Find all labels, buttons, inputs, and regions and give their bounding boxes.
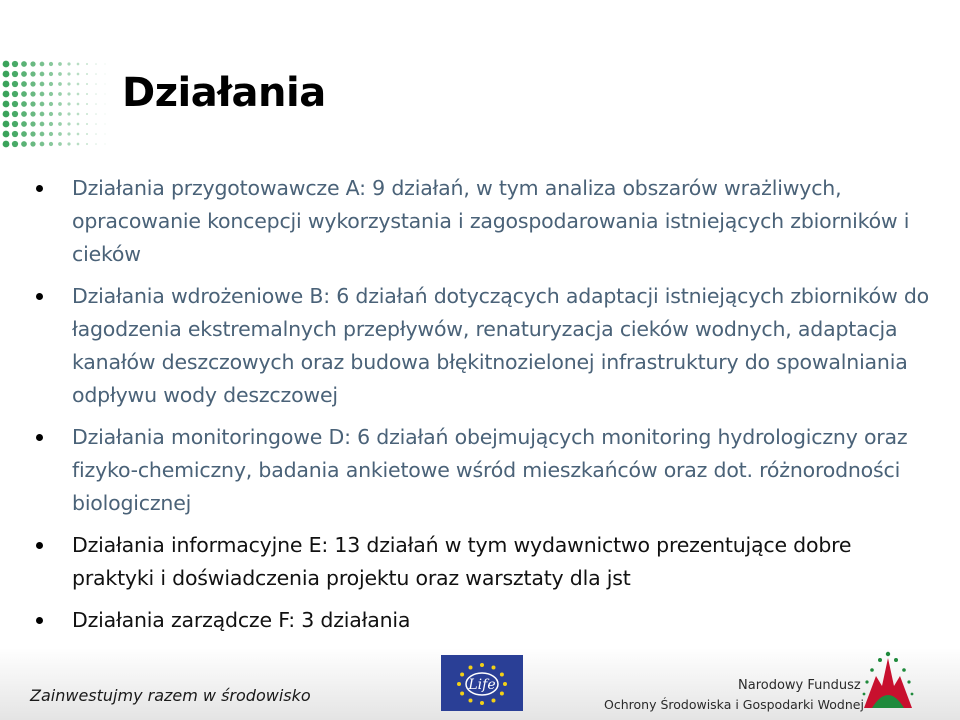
pattern-dot [30,61,35,66]
pattern-dot [40,62,45,67]
bullet-dot [36,434,43,441]
pattern-dot [49,122,53,126]
pattern-dot [58,82,62,86]
pattern-dot [21,61,27,67]
bullet-dot [36,293,43,300]
pattern-dot [3,61,10,68]
pattern-dot [104,83,105,84]
pattern-dot [104,103,105,104]
pattern-dot [58,132,62,136]
pattern-dot [95,143,97,145]
eu-star-icon [492,666,496,670]
pattern-dot [58,142,62,146]
pattern-dot [3,141,10,148]
pattern-dot [49,142,53,146]
pattern-dot [95,73,97,75]
bullet-list [36,172,936,646]
pattern-dot [58,102,62,106]
pattern-dot [77,143,80,146]
pattern-dot [77,133,80,136]
pattern-dot [49,92,53,96]
pattern-dot [21,121,27,127]
pattern-dot [12,101,18,107]
slide-title: Działania [122,70,326,116]
pattern-dot [67,62,70,65]
nfosigw-logo-icon [858,646,918,716]
bullet-dot [36,542,43,549]
pattern-dot [86,63,88,65]
bullet-text: Działania monitoringowe D: 6 działań obejmujących monitoring hydrologiczny oraz fizyko-chemiczny, badania ankietowe wśród mieszkańców oraz dot. różnorodności biologicznej [72,425,908,515]
pattern-dot [104,63,105,64]
pattern-dot [86,83,88,85]
pattern-dot [86,103,88,105]
pattern-dot [40,82,45,87]
pattern-dot [40,102,45,107]
pattern-dot [95,103,97,105]
bullet-dot [36,617,43,624]
pattern-dot [49,62,53,66]
pattern-dot [40,92,45,97]
pattern-dot [104,93,105,94]
eu-star-icon [460,692,464,696]
pattern-dot [21,71,27,77]
bullet-item-f [36,604,936,637]
pattern-dot [40,142,45,147]
pattern-dot [77,103,80,106]
pattern-dot [40,72,45,77]
pattern-dot [12,61,18,67]
pattern-dot [3,71,10,78]
pattern-dot [104,73,105,74]
eu-star-icon [503,682,507,686]
pattern-dot [30,91,35,96]
pattern-dot [30,111,35,116]
pattern-dot [67,132,70,135]
pattern-dot [67,122,70,125]
bullet-item-a [36,172,936,271]
bullet-text: Działania wdrożeniowe B: 6 działań dotyczących adaptacji istniejących zbiorników do łagodzenia ekstremalnych przepływów, renaturyzacja cieków wodnych, adaptacja kanałów deszczowych oraz budowa błękitnozielonej infrastruktury do spowalniania odpływu wody deszczowej [72,284,930,407]
eu-star-icon [492,699,496,703]
pattern-dot [49,132,53,136]
pattern-dot [21,81,27,87]
pattern-dot [49,82,53,86]
pattern-dot [104,113,105,114]
pattern-dot [95,63,97,65]
pattern-dot [21,91,27,97]
pattern-dot [86,93,88,95]
pattern-dot [58,62,62,66]
eu-star-icon [460,673,464,677]
eu-star-icon [457,682,461,686]
pattern-dot [49,102,53,106]
pattern-dot [86,143,88,145]
pattern-dot [40,112,45,117]
pattern-dot [30,141,35,146]
pattern-dot [104,133,105,134]
pattern-dot [40,122,45,127]
pattern-dot [12,81,18,87]
pattern-dot [104,143,105,144]
pattern-dot [12,71,18,77]
life-logo-text: Life [468,677,496,693]
pattern-dot [77,93,80,96]
eu-star-icon [469,666,473,670]
pattern-dot [95,83,97,85]
pattern-dot [95,133,97,135]
pattern-dot [12,121,18,127]
bullet-dot [36,185,43,192]
bullet-text: Działania zarządcze F: 3 działania [72,608,411,632]
bullet-text: Działania informacyjne E: 13 działań w tym wydawnictwo prezentujące dobre praktyki i doświadczenia projektu oraz warsztaty dla jst [72,533,852,590]
pattern-dot [104,123,105,124]
pattern-dot [95,93,97,95]
eu-star-icon [500,692,504,696]
bullet-item-e [36,529,936,595]
eu-star-icon [480,701,484,705]
eu-star-icon [500,673,504,677]
footer-slogan: Zainwestujmy razem w środowisko [30,686,311,705]
pattern-dot [86,133,88,135]
life-logo [441,655,523,711]
pattern-dot [77,73,80,76]
fund-name: Narodowy Fundusz [738,678,861,693]
pattern-dot [12,141,18,147]
pattern-dot [58,112,62,116]
pattern-dot [58,72,62,76]
pattern-dot [95,123,97,125]
pattern-dot [77,113,80,116]
pattern-dot [21,111,27,117]
pattern-dot [77,63,80,66]
pattern-dot [3,111,10,118]
pattern-dot [67,72,70,75]
pattern-dot [30,101,35,106]
pattern-dot [3,81,10,88]
pattern-dot [67,112,70,115]
pattern-dot [12,91,18,97]
pattern-dot [30,81,35,86]
pattern-dot [67,82,70,85]
pattern-dot [12,131,18,137]
pattern-dot [40,132,45,137]
pattern-dot [86,113,88,115]
pattern-dot [49,112,53,116]
decorative-dot-pattern [0,58,120,158]
pattern-dot [30,71,35,76]
pattern-dot [67,92,70,95]
pattern-dot [12,111,18,117]
pattern-dot [3,101,10,108]
bullet-item-d [36,421,936,520]
pattern-dot [3,121,10,128]
pattern-dot [86,73,88,75]
pattern-dot [21,141,27,147]
eu-star-icon [469,699,473,703]
eu-star-icon [480,663,484,667]
pattern-dot [77,83,80,86]
bullet-item-b [36,280,936,412]
pattern-dot [95,113,97,115]
fund-subtitle: Ochrony Środowiska i Gospodarki Wodnej [604,697,864,712]
pattern-dot [30,131,35,136]
pattern-dot [3,131,10,138]
pattern-dot [67,142,70,145]
pattern-dot [30,121,35,126]
pattern-dot [3,91,10,98]
pattern-dot [58,92,62,96]
pattern-dot [21,131,27,137]
bullet-text: Działania przygotowawcze A: 9 działań, w tym analiza obszarów wrażliwych, opracowanie koncepcji wykorzystania i zagospodarowania istniejących zbiorników i cieków [72,176,910,266]
pattern-dot [49,72,53,76]
pattern-dot [86,123,88,125]
pattern-dot [67,102,70,105]
pattern-dot [58,122,62,126]
pattern-dot [21,101,27,107]
pattern-dot [77,123,80,126]
